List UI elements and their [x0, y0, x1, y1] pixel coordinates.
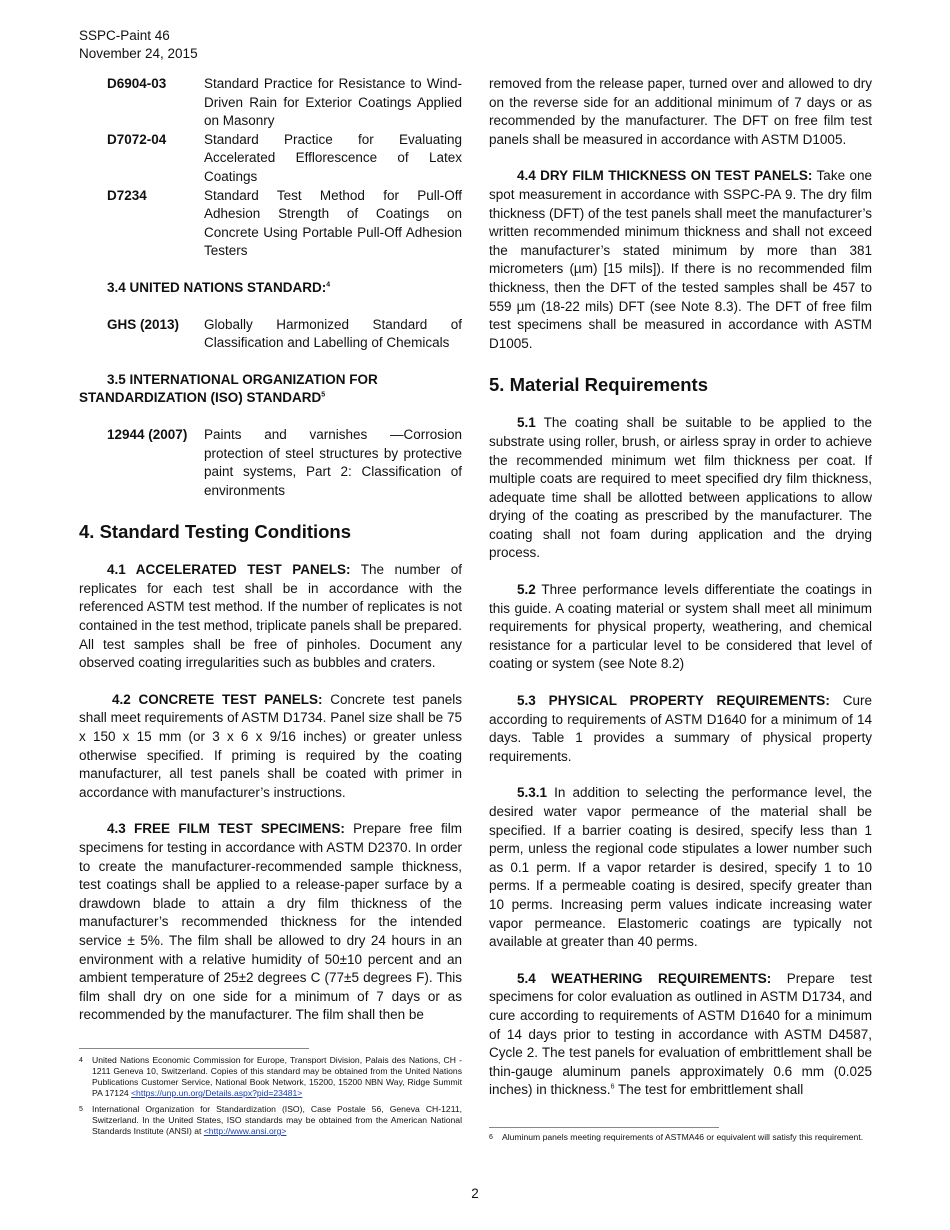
- reference-entry: [79, 75, 462, 131]
- left-column: [79, 75, 462, 1025]
- reference-entry: [79, 131, 462, 187]
- doc-date: November 24, 2015: [79, 46, 198, 61]
- paragraph-5-1: 5.1 The coating shall be suitable to be applied to the substrate using roller, brush, or airless spray in order to achieve the recommended minimum wet film thickness per coat. If multiple coats are required to meet specified dry film thickness, adequate time shall be allotted between applications to allow drying of the coating as prescribed by the manufacturer. The coating shall not foam during application and the drying process.: [489, 415, 872, 561]
- reference-desc: Globally Harmonized Standard of Classification and Labelling of Chemicals: [204, 316, 462, 351]
- reference-code: GHS (2013): [107, 316, 180, 332]
- reference-code: D7072-04: [107, 131, 167, 147]
- right-column: [489, 75, 872, 1100]
- footnote-4-link[interactable]: <https://unp.un.org/Details.aspx?pid=23481>: [131, 1088, 303, 1098]
- paragraph-5-3: 5.3 PHYSICAL PROPERTY REQUIREMENTS: Cure according to requirements of ASTM D1640 for a minimum of 14 days. Table 1 provides a summary of physical property requirements.: [489, 693, 872, 764]
- section-4-title: 4. Standard Testing Conditions: [79, 521, 352, 543]
- footnote-rule: [489, 1127, 719, 1128]
- reference-desc: Standard Practice for Evaluating Accelerated Efflorescence of Latex Coatings: [204, 131, 462, 184]
- paragraph-5-2: 5.2 Three performance levels differentiate the coatings in this guide. A coating material or system shall meet all minimum requirements for physical property, weathering, and chemical resistance for a particular level to be considered that level of coating or system (see Note 8.2): [489, 582, 872, 672]
- paragraph-4-2: 4.2 CONCRETE TEST PANELS: Concrete test panels shall meet requirements of ASTM D1734. Panel size shall be 75 x 150 x 15 mm (or 3 x 6 x 9/16 inches) or greater unless otherwise specified. If priming is required by the coating manufacturer, all test panels shall be coated with primer in accordance with manufacturer’s instructions.: [79, 691, 463, 800]
- paragraph-4-1: 4.1 ACCELERATED TEST PANELS: The number of replicates for each test shall be in accordance with the referenced ASTM test method. If the number of replicates is not contained in the test method, triplicate panels shall be prepared. All test samples shall be free of pinholes. Document any observed coating irregularities such as bubbles and craters.: [79, 562, 462, 671]
- page-number: 2: [471, 1186, 479, 1201]
- reference-entry: [79, 187, 462, 261]
- footnote-rule: [79, 1048, 309, 1049]
- doc-id: SSPC-Paint 46: [79, 28, 170, 43]
- reference-desc: Standard Practice for Resistance to Wind-Driven Rain for Exterior Coatings Applied on Masonry: [204, 76, 462, 129]
- page-header: [79, 27, 198, 63]
- reference-code: D7234: [107, 187, 147, 203]
- footnote-4: 4 United Nations Economic Commission for Europe, Transport Division, Palais des Nations, CH - 1211 Geneva 10, Switzerland. Copies of this standard may be obtained from the United Nations Publications Customer Service, National Book Network, 15200, 15200 NBN Way, Ridge Summit PA 17124 <https://unp.un.org/Details.aspx?pid=23481>: [79, 1055, 462, 1098]
- footnote-5-link[interactable]: <http://www.ansi.org>: [203, 1126, 287, 1136]
- reference-code: 12944 (2007): [107, 426, 188, 442]
- reference-desc: Paints and varnishes —Corrosion protection of steel structures by protective paint systems, Part 2: Classification of environments: [204, 426, 462, 498]
- section-5-title: 5. Material Requirements: [489, 374, 708, 396]
- paragraph-4-3: 4.3 FREE FILM TEST SPECIMENS: Prepare free film specimens for testing in accordance with ASTM D2370. In order to create the manufacturer-recommended sample thickness, test coatings shall be applied to a release-paper surface by a drawdown blade to attain a dry film thickness of the manufacturer’s recommended thickness for the intended service ± 5%. The film shall be allowed to dry 24 hours in an environment with a relative humidity of 50±10 percent and an ambient temperature of 25±2 degrees C (77±5 degrees F). This film shall dry on one side for a minimum of 7 days or as recommended by the manufacturer. The film shall then be: [79, 821, 463, 1023]
- footnote-6: 6 Aluminum panels meeting requirements of ASTMA46 or equivalent will satisfy this requirement.: [489, 1132, 864, 1142]
- reference-entry-ghs: [79, 316, 462, 353]
- paragraph-5-4: 5.4 WEATHERING REQUIREMENTS: Prepare test specimens for color evaluation as outlined in ASTM D1734, and cure according to requirements of ASTM D1640 for a minimum of 14 days prior to testing in accordance with ASTM D4587, Cycle 2. The test panels for evaluation of embrittlement shall be thin-gauge aluminum panels approximately 0.6 mm (0.025 inches) in thickness.$^6$ The test for embrittlement shall: [489, 970, 872, 1098]
- un-standard-heading: 3.4 UNITED NATIONS STANDARD:$^4$: [107, 279, 331, 295]
- paragraph-5-3-1: 5.3.1 In addition to selecting the performance level, the desired water vapor permeance of the material shall be specified. If a barrier coating is desired, specify less than 1 perm, unless the regional code stipulates a lower number such as 0.1 perm. If a vapor retarder is desired, specify 1 to 10 perms. If a permeable coating is desired, specify greater than 10 perms. Increasing perm values indicate increasing water vapor permeance. Elastomeric coatings are typically not available at greater than 40 perms.: [489, 785, 872, 950]
- paragraph-4-4: 4.4 DRY FILM THICKNESS ON TEST PANELS: Take one spot measurement in accordance with SSPC-PA 9. The dry film thickness (DFT) of the test panels shall meet the manufacturer’s written recommended minimum thickness and shall not exceed the manufacturer’s stated minimum by more than 381 micrometers (µm) [15 mils]). If there is no recommended film thickness, then the DFT of the tested samples shall be 457 to 559 µm (18-22 mils) DFT (see Note 8.3). The DFT of free film test specimens shall be measured in accordance with ASTM D1005.: [489, 168, 872, 351]
- reference-code: D6904-03: [107, 76, 167, 91]
- reference-desc: Standard Test Method for Pull-Off Adhesion Strength of Coatings on Concrete Using Portable Pull-Off Adhesion Testers: [204, 187, 462, 259]
- iso-standard-heading: 3.5 INTERNATIONAL ORGANIZATION FOR STANDARDIZATION (ISO) STANDARD$^5$: [79, 371, 378, 406]
- reference-entry-iso: [79, 426, 462, 500]
- footnote-5: 5 International Organization for Standardization (ISO), Case Postale 56, Geneva CH-1211, Switzerland. In the United States, ISO standards may be obtained from the American National Standards Institute (ANSI) at <http://www.ansi.org>: [79, 1104, 462, 1136]
- paragraph-4-3-continued: removed from the release paper, turned over and allowed to dry on the reverse side for an additional minimum of 7 days or as recommended by the manufacturer. The DFT on free film test panels shall be measured in accordance with ASTM D1005.: [489, 76, 872, 147]
